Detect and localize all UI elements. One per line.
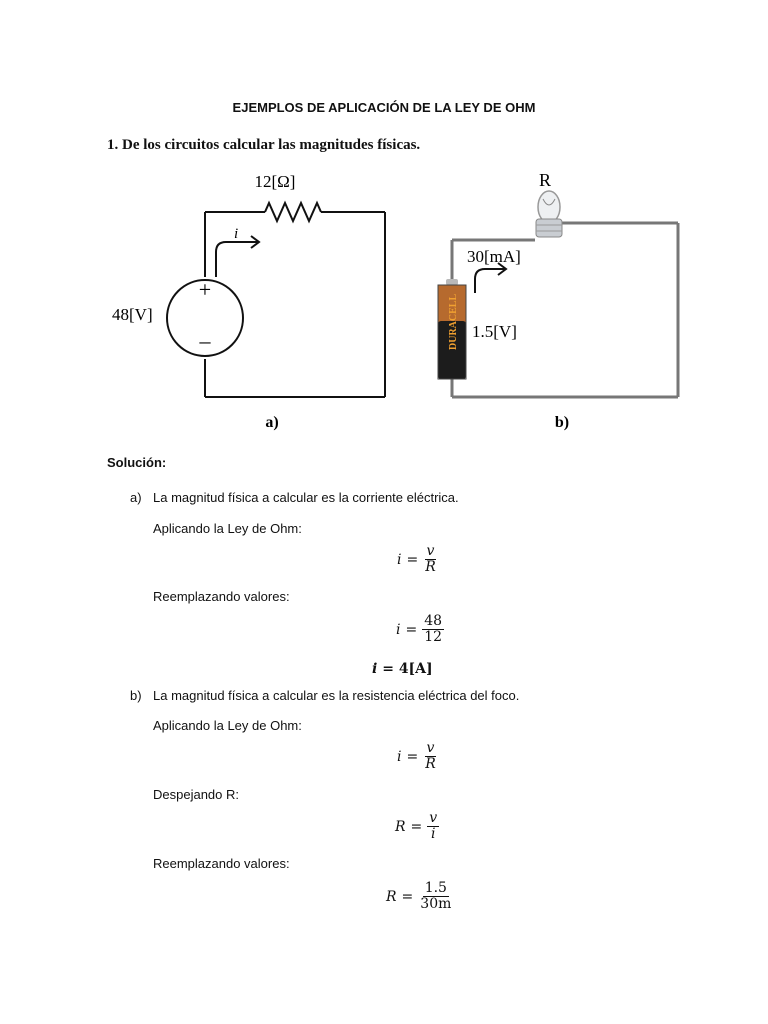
equation-ohm-b: i = $\frac{v}{R}$: [397, 740, 436, 773]
step-ohm-law-a: Aplicando la Ley de Ohm:: [153, 521, 302, 536]
eq-numerator: 48: [424, 613, 443, 629]
battery-brand: DURACELL: [448, 293, 459, 350]
eq-denominator: R: [425, 559, 436, 576]
eq-lhs: i: [397, 748, 402, 765]
result-lhs: i: [372, 661, 378, 677]
circuit-b-diagram: [425, 165, 705, 435]
equation-values-b: R = $\frac{1.5}{30m}$: [386, 880, 452, 913]
voltage-label-b: 1.5[V]: [472, 322, 517, 341]
eq-lhs: i: [396, 621, 401, 638]
step-replace-a: Reemplazando valores:: [153, 589, 290, 604]
item-marker-b: b): [130, 688, 142, 703]
resistor-icon: [265, 203, 321, 221]
step-replace-b: Reemplazando valores:: [153, 856, 290, 871]
bulb-label: R: [538, 170, 552, 190]
equation-ohm-a: i = $\frac{v}{R}$: [397, 543, 436, 576]
voltage-label: 48[V]: [112, 305, 153, 324]
result-a: i = 4[A]: [372, 661, 433, 677]
step-ohm-law-b: Aplicando la Ley de Ohm:: [153, 718, 302, 733]
eq-numerator: v: [426, 740, 435, 756]
current-label: i: [234, 226, 239, 242]
step-solve-r: Despejando R:: [153, 787, 239, 802]
document-title: EJEMPLOS DE APLICACIÓN DE LA LEY DE OHM: [232, 100, 536, 115]
caption-a: a): [265, 414, 279, 431]
battery-icon: [438, 279, 466, 379]
solution-b-statement: La magnitud física a calcular es la resistencia eléctrica del foco.: [153, 688, 520, 703]
solution-a-text: [130, 490, 459, 505]
solution-b-text: [130, 688, 520, 703]
eq-lhs: R: [386, 888, 397, 905]
eq-numerator: v: [429, 810, 438, 826]
equation-values-a: i = $\frac{48}{12}$: [396, 613, 443, 646]
eq-denominator: R: [425, 756, 436, 773]
minus-sign: –: [199, 328, 211, 353]
eq-denominator: 30m: [420, 896, 452, 913]
equation-solve-r: R = $\frac{v}{i}$: [395, 810, 438, 843]
caption-b: b): [554, 414, 570, 431]
resistor-label: 12[Ω]: [254, 172, 296, 191]
light-bulb-icon: [536, 191, 562, 237]
eq-lhs: R: [395, 818, 406, 835]
eq-lhs: i: [397, 551, 402, 568]
eq-denominator: 12: [424, 629, 443, 646]
eq-numerator: 1.5: [424, 880, 447, 896]
item-marker-a: a): [130, 490, 142, 505]
plus-sign: +: [198, 277, 212, 302]
eq-numerator: v: [426, 543, 435, 559]
eq-denominator: i: [431, 826, 436, 843]
solution-a-statement: La magnitud física a calcular es la corriente eléctrica.: [153, 490, 459, 505]
current-label-b: 30[mA]: [467, 247, 521, 266]
result-rhs: 4[A]: [398, 661, 433, 677]
circuit-a-diagram: [100, 165, 400, 435]
solution-label: Solución:: [107, 455, 167, 470]
section-heading: 1. De los circuitos calcular las magnitudes físicas.: [107, 137, 421, 153]
